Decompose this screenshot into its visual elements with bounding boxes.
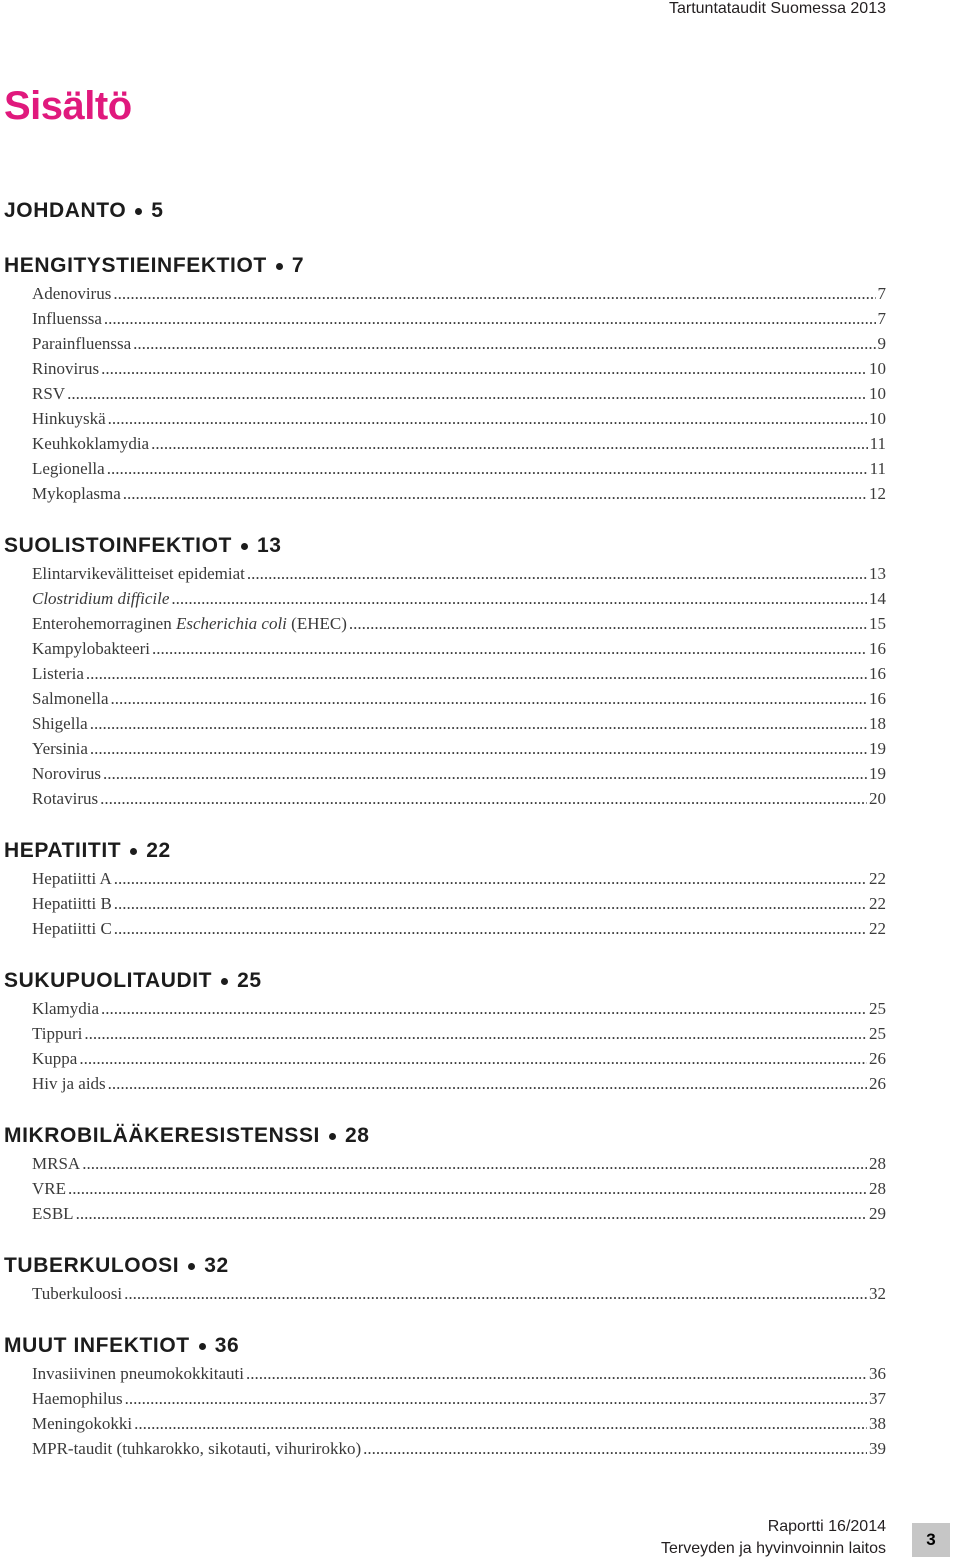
section-title: JOHDANTO bbox=[4, 199, 127, 222]
dot-leader bbox=[108, 406, 867, 431]
entry-label-text: Elintarvikevälitteiset epidemiat bbox=[32, 564, 245, 583]
toc-entry[interactable] bbox=[32, 1436, 886, 1461]
toc-entry[interactable] bbox=[32, 356, 886, 381]
entry-label bbox=[32, 1386, 123, 1411]
entry-page-number: 28 bbox=[869, 1179, 886, 1198]
entry-label bbox=[32, 1436, 361, 1461]
dot-leader bbox=[110, 686, 867, 711]
toc-entry[interactable] bbox=[32, 891, 886, 916]
entry-page-number: 38 bbox=[869, 1414, 886, 1433]
entry-label-text: Rotavirus bbox=[32, 789, 99, 808]
entry-label bbox=[32, 1201, 74, 1226]
dot-leader bbox=[90, 736, 867, 761]
dot-leader bbox=[79, 1046, 867, 1071]
toc-entry[interactable] bbox=[32, 1176, 886, 1201]
entry-label bbox=[32, 1071, 106, 1096]
toc-entry[interactable] bbox=[32, 306, 886, 331]
toc-entry[interactable] bbox=[32, 1361, 886, 1386]
toc-entry[interactable] bbox=[32, 281, 886, 306]
entry-list bbox=[4, 866, 886, 941]
toc-entry[interactable] bbox=[32, 381, 886, 406]
toc-entry[interactable] bbox=[32, 1411, 886, 1436]
dot-leader bbox=[171, 586, 867, 611]
toc-entry[interactable] bbox=[32, 1071, 886, 1096]
section-heading[interactable] bbox=[4, 196, 886, 226]
entry-label-text: Parainfluenssa bbox=[32, 334, 132, 353]
dot-leader bbox=[363, 1436, 867, 1461]
page-title: Sisältö bbox=[4, 84, 132, 128]
dot-leader bbox=[107, 456, 868, 481]
dot-leader bbox=[114, 916, 867, 941]
toc-entry[interactable] bbox=[32, 1046, 886, 1071]
entry-page-number: 18 bbox=[869, 714, 886, 733]
entry-label-text: Tippuri bbox=[32, 1024, 83, 1043]
dot-leader bbox=[151, 431, 868, 456]
entry-label bbox=[32, 686, 108, 711]
section-heading[interactable] bbox=[4, 966, 886, 996]
dot-leader bbox=[101, 996, 867, 1021]
entry-label bbox=[32, 561, 245, 586]
entry-label-text: RSV bbox=[32, 384, 66, 403]
entry-label-text: VRE bbox=[32, 1179, 66, 1198]
dot-leader bbox=[67, 381, 867, 406]
toc-section bbox=[4, 1331, 886, 1461]
entry-label bbox=[32, 736, 88, 761]
entry-label bbox=[32, 306, 102, 331]
entry-page-number: 10 bbox=[869, 359, 886, 378]
bullet-icon bbox=[329, 1133, 336, 1140]
section-page-number: 5 bbox=[151, 199, 164, 222]
section-heading[interactable] bbox=[4, 836, 886, 866]
entry-label-text: MRSA bbox=[32, 1154, 81, 1173]
toc-entry[interactable] bbox=[32, 761, 886, 786]
toc-entry[interactable] bbox=[32, 916, 886, 941]
entry-label bbox=[32, 406, 106, 431]
toc-entry[interactable] bbox=[32, 661, 886, 686]
toc-entry[interactable] bbox=[32, 1281, 886, 1306]
footer bbox=[661, 1516, 886, 1560]
section-title: MIKROBILÄÄKERESISTENSSI bbox=[4, 1124, 320, 1147]
entry-label-text: Rinovirus bbox=[32, 359, 100, 378]
entry-page-number: 11 bbox=[869, 459, 886, 478]
table-of-contents bbox=[4, 196, 886, 1461]
toc-entry[interactable] bbox=[32, 996, 886, 1021]
section-title: HEPATIITIT bbox=[4, 839, 122, 862]
section-heading[interactable] bbox=[4, 1121, 886, 1151]
entry-page-number: 36 bbox=[869, 1364, 886, 1383]
section-title: MUUT INFEKTIOT bbox=[4, 1334, 190, 1357]
section-heading[interactable] bbox=[4, 1331, 886, 1361]
entry-label bbox=[32, 711, 88, 736]
entry-page-number: 28 bbox=[869, 1154, 886, 1173]
entry-list bbox=[4, 561, 886, 811]
entry-label bbox=[32, 381, 65, 406]
entry-label-text: Adenovirus bbox=[32, 284, 112, 303]
entry-label-text: Haemophilus bbox=[32, 1389, 123, 1408]
toc-entry[interactable] bbox=[32, 1386, 886, 1411]
entry-label-text: Meningokokki bbox=[32, 1414, 133, 1433]
entry-page-number: 20 bbox=[869, 789, 886, 808]
entry-label-text: ESBL bbox=[32, 1204, 74, 1223]
footer-publisher: Terveyden ja hyvinvoinnin laitos bbox=[660, 1540, 886, 1557]
entry-list bbox=[4, 996, 886, 1096]
bullet-icon bbox=[221, 978, 228, 985]
entry-label bbox=[32, 1411, 132, 1436]
entry-page-number: 26 bbox=[869, 1049, 886, 1068]
dot-leader bbox=[82, 1151, 867, 1176]
entry-label-text: Listeria bbox=[32, 664, 84, 683]
dot-leader bbox=[123, 481, 867, 506]
section-page-number: 36 bbox=[214, 1334, 240, 1357]
running-header: Tartuntataudit Suomessa 2013 bbox=[668, 0, 886, 17]
toc-entry[interactable] bbox=[32, 1021, 886, 1046]
entry-label bbox=[32, 786, 98, 811]
toc-entry[interactable] bbox=[32, 406, 886, 431]
entry-label-text: Influenssa bbox=[32, 309, 102, 328]
entry-page-number: 9 bbox=[877, 334, 886, 353]
page-number-badge: 3 bbox=[912, 1523, 950, 1557]
toc-entry[interactable] bbox=[32, 456, 886, 481]
entry-page-number: 15 bbox=[869, 614, 886, 633]
entry-page-number: 16 bbox=[869, 664, 886, 683]
entry-label-text: Hepatiitti B bbox=[32, 894, 112, 913]
entry-label bbox=[32, 1151, 80, 1176]
toc-entry[interactable] bbox=[32, 736, 886, 761]
entry-page-number: 10 bbox=[869, 384, 886, 403]
entry-label bbox=[32, 661, 84, 686]
entry-page-number: 7 bbox=[877, 309, 886, 328]
entry-page-number: 10 bbox=[869, 409, 886, 428]
entry-label bbox=[32, 1021, 82, 1046]
entry-page-number: 26 bbox=[869, 1074, 886, 1093]
bullet-icon bbox=[276, 263, 283, 270]
entry-label-text: Invasiivinen pneumokokkitauti bbox=[32, 1364, 244, 1383]
dot-leader bbox=[114, 866, 867, 891]
section-heading[interactable] bbox=[4, 1251, 886, 1281]
entry-list bbox=[4, 1281, 886, 1306]
dot-leader bbox=[113, 281, 875, 306]
section-page-number: 22 bbox=[146, 839, 171, 862]
entry-label bbox=[32, 1281, 122, 1306]
entry-page-number: 12 bbox=[869, 484, 886, 503]
dot-leader bbox=[84, 1021, 867, 1046]
dot-leader bbox=[108, 1071, 867, 1096]
section-page-number: 13 bbox=[256, 534, 282, 557]
entry-label-suffix: (EHEC) bbox=[286, 614, 347, 633]
entry-page-number: 19 bbox=[869, 764, 886, 783]
entry-page-number: 16 bbox=[869, 639, 886, 658]
section-title: TUBERKULOOSI bbox=[4, 1254, 180, 1277]
toc-entry[interactable] bbox=[32, 636, 886, 661]
entry-label-text: Shigella bbox=[32, 714, 88, 733]
dot-leader bbox=[134, 1411, 867, 1436]
toc-entry[interactable] bbox=[32, 711, 886, 736]
bullet-icon bbox=[130, 848, 137, 855]
entry-label-text: Kuppa bbox=[32, 1049, 78, 1068]
section-page-number: 7 bbox=[291, 254, 305, 277]
entry-page-number: 19 bbox=[869, 739, 886, 758]
entry-label-text: Hinkuyskä bbox=[32, 409, 106, 428]
toc-entry[interactable] bbox=[32, 561, 886, 586]
bullet-icon bbox=[135, 208, 142, 215]
entry-label bbox=[32, 891, 112, 916]
footer-report-number: Raportti 16/2014 bbox=[767, 1518, 886, 1535]
entry-label-text: Kampylobakteeri bbox=[32, 639, 151, 658]
dot-leader bbox=[86, 661, 867, 686]
section-title: SUOLISTOINFEKTIOT bbox=[4, 534, 232, 557]
toc-entry[interactable] bbox=[32, 611, 886, 636]
toc-section bbox=[4, 1121, 886, 1226]
entry-label-text: Yersinia bbox=[32, 739, 88, 758]
entry-list bbox=[4, 1151, 886, 1226]
section-heading[interactable] bbox=[4, 251, 886, 281]
bullet-icon bbox=[199, 1343, 206, 1350]
entry-label bbox=[32, 281, 111, 306]
bullet-icon bbox=[188, 1263, 195, 1270]
entry-label-text: Mykoplasma bbox=[32, 484, 121, 503]
entry-label bbox=[32, 916, 112, 941]
toc-entry[interactable] bbox=[32, 481, 886, 506]
dot-leader bbox=[104, 306, 876, 331]
dot-leader bbox=[152, 636, 867, 661]
entry-label-text: MPR-taudit (tuhkarokko, sikotauti, vihurirokko) bbox=[32, 1439, 362, 1458]
dot-leader bbox=[349, 611, 867, 636]
dot-leader bbox=[247, 561, 867, 586]
dot-leader bbox=[103, 761, 867, 786]
entry-page-number: 25 bbox=[869, 999, 886, 1018]
toc-section bbox=[4, 966, 886, 1096]
entry-page-number: 22 bbox=[869, 869, 886, 888]
entry-label-text: Norovirus bbox=[32, 764, 101, 783]
entry-label bbox=[32, 431, 149, 456]
toc-entry[interactable] bbox=[32, 1201, 886, 1226]
entry-label bbox=[32, 356, 99, 381]
entry-label bbox=[32, 761, 101, 786]
entry-label-text: Hepatiitti A bbox=[32, 869, 112, 888]
entry-label-text: Keuhkoklamydia bbox=[32, 434, 150, 453]
dot-leader bbox=[68, 1176, 867, 1201]
toc-section bbox=[4, 1251, 886, 1306]
entry-list bbox=[4, 281, 886, 506]
section-title: HENGITYSTIEINFEKTIOT bbox=[4, 254, 267, 277]
entry-label-italic: Clostridium difficile bbox=[32, 589, 170, 608]
entry-page-number: 14 bbox=[869, 589, 886, 608]
dot-leader bbox=[114, 891, 867, 916]
entry-label bbox=[32, 1361, 244, 1386]
entry-label bbox=[32, 586, 169, 611]
entry-page-number: 16 bbox=[869, 689, 886, 708]
section-page-number: 28 bbox=[345, 1124, 370, 1147]
toc-section bbox=[4, 836, 886, 941]
toc-entry[interactable] bbox=[32, 786, 886, 811]
entry-list bbox=[4, 1361, 886, 1461]
entry-page-number: 32 bbox=[869, 1284, 886, 1303]
section-page-number: 25 bbox=[237, 969, 262, 992]
dot-leader bbox=[246, 1361, 867, 1386]
entry-page-number: 25 bbox=[869, 1024, 886, 1043]
bullet-icon bbox=[241, 543, 248, 550]
entry-label-text: Enterohemorraginen bbox=[32, 614, 176, 633]
toc-section bbox=[4, 251, 886, 506]
entry-label-italic: Escherichia coli bbox=[175, 614, 287, 633]
dot-leader bbox=[133, 331, 875, 356]
dot-leader bbox=[125, 1386, 867, 1411]
section-heading[interactable] bbox=[4, 531, 886, 561]
dot-leader bbox=[90, 711, 867, 736]
entry-label-text: Tuberkuloosi bbox=[32, 1284, 123, 1303]
dot-leader bbox=[124, 1281, 867, 1306]
entry-label-text: Salmonella bbox=[32, 689, 109, 708]
toc-entry[interactable] bbox=[32, 866, 886, 891]
entry-page-number: 39 bbox=[869, 1439, 886, 1458]
toc-entry[interactable] bbox=[32, 586, 886, 611]
entry-label bbox=[32, 996, 99, 1021]
entry-label-text: Hiv ja aids bbox=[32, 1074, 106, 1093]
dot-leader bbox=[76, 1201, 867, 1226]
entry-page-number: 29 bbox=[869, 1204, 886, 1223]
entry-page-number: 22 bbox=[869, 919, 886, 938]
toc-entry[interactable] bbox=[32, 431, 886, 456]
dot-leader bbox=[100, 786, 867, 811]
toc-section bbox=[4, 531, 886, 811]
entry-page-number: 7 bbox=[877, 284, 886, 303]
entry-label-text: Hepatiitti C bbox=[32, 919, 112, 938]
entry-label-text: Klamydia bbox=[32, 999, 100, 1018]
entry-page-number: 37 bbox=[869, 1389, 886, 1408]
entry-page-number: 22 bbox=[869, 894, 886, 913]
toc-entry[interactable] bbox=[32, 331, 886, 356]
entry-label bbox=[32, 481, 121, 506]
entry-label bbox=[32, 611, 347, 636]
entry-label bbox=[32, 331, 131, 356]
entry-label-text: Legionella bbox=[32, 459, 105, 478]
section-page-number: 32 bbox=[204, 1254, 229, 1277]
entry-page-number: 11 bbox=[869, 434, 886, 453]
toc-entry[interactable] bbox=[32, 686, 886, 711]
entry-page-number: 13 bbox=[869, 564, 886, 583]
entry-label bbox=[32, 1046, 77, 1071]
entry-label bbox=[32, 636, 150, 661]
entry-label bbox=[32, 866, 112, 891]
entry-label bbox=[32, 1176, 66, 1201]
section-title: SUKUPUOLITAUDIT bbox=[4, 969, 213, 992]
toc-section bbox=[4, 196, 886, 226]
entry-label bbox=[32, 456, 105, 481]
dot-leader bbox=[101, 356, 867, 381]
toc-entry[interactable] bbox=[32, 1151, 886, 1176]
